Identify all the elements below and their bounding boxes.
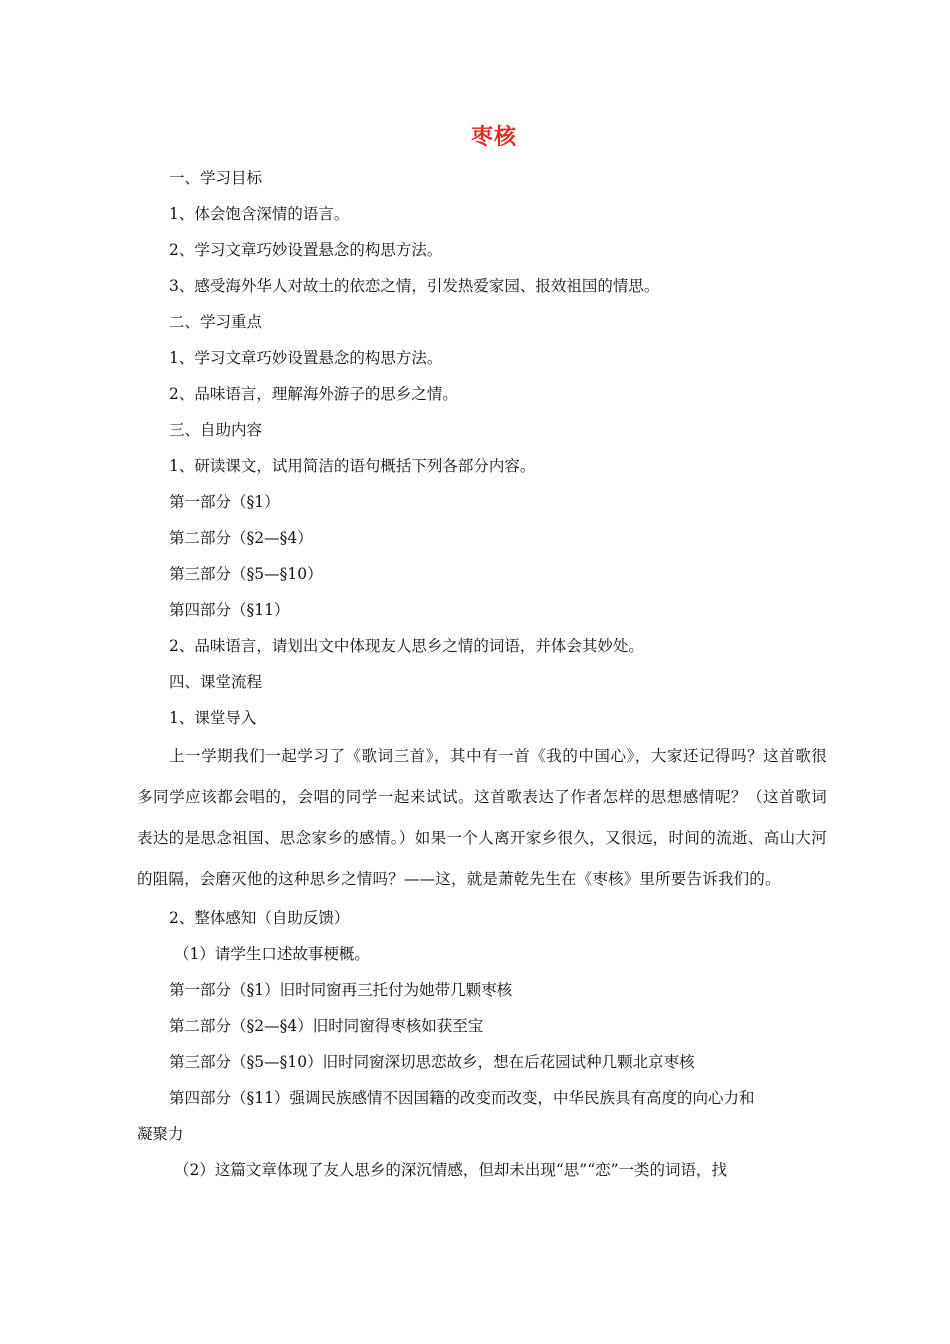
document-title: 枣核 [470, 124, 517, 150]
self-study-item-2: 2、品味语言，请划出文中体现友人思乡之情的词语，并体会其妙处。 [169, 637, 644, 655]
key-point-item-2: 2、品味语言，理解海外游子的思乡之情。 [169, 385, 458, 403]
answer-part-3: 第三部分（§5—§10）旧时同窗深切思恋故乡，想在后花园试种几颗北京枣核 [169, 1053, 695, 1071]
self-study-part-4: 第四部分（§11） [169, 601, 290, 619]
section-heading-objectives: 一、学习目标 [169, 169, 263, 187]
answer-part-4-line-2: 凝聚力 [137, 1125, 184, 1143]
question-1: （1）请学生口述故事梗概。 [174, 945, 370, 963]
section-heading-key-points: 二、学习重点 [169, 313, 263, 331]
section-heading-self-study: 三、自助内容 [169, 421, 263, 439]
objective-item-2: 2、学习文章巧妙设置悬念的构思方法。 [169, 241, 443, 259]
self-study-part-2: 第二部分（§2—§4） [169, 529, 313, 547]
answer-part-1: 第一部分（§1）旧时同窗再三托付为她带几颗枣核 [169, 981, 513, 999]
answer-part-4-line-1: 第四部分（§11）强调民族感情不因国籍的改变而改变，中华民族具有高度的向心力和 [169, 1089, 755, 1107]
section-heading-class-flow: 四、课堂流程 [169, 673, 263, 691]
self-study-part-3: 第三部分（§5—§10） [169, 565, 323, 583]
self-study-part-1: 第一部分（§1） [169, 493, 280, 511]
answer-part-2: 第二部分（§2—§4）旧时同窗得枣核如获至宝 [169, 1017, 484, 1035]
key-point-item-1: 1、学习文章巧妙设置悬念的构思方法。 [169, 349, 443, 367]
class-flow-sub-2: 2、整体感知（自助反馈） [169, 909, 350, 927]
self-study-item-1: 1、研读课文，试用简洁的语句概括下列各部分内容。 [169, 457, 536, 475]
objective-item-1: 1、体会饱含深情的语言。 [169, 205, 350, 223]
objective-item-3: 3、感受海外华人对故土的依恋之情，引发热爱家园、报效祖国的情思。 [169, 277, 660, 295]
document-body [137, 160, 827, 1188]
question-2: （2）这篇文章体现了友人思乡的深沉情感，但却未出现“思”“恋”一类的词语，找 [174, 1161, 728, 1179]
class-flow-sub-1: 1、课堂导入 [169, 709, 257, 727]
intro-paragraph: 上一学期我们一起学习了《歌词三首》，其中有一首《我的中国心》，大家还记得吗？这首歌很多同学应该都会唱的，会唱的同学一起来试试。这首歌表达了作者怎样的思想感情呢？（这首歌词表达的是思念祖国、思念家乡的感情。）如果一个人离开家乡很久，又很远，时间的流逝、高山大河的阻隔，会磨灭他的这种思乡之情吗？——这，就是萧乾先生在《枣核》里所要告诉我们的。 [137, 747, 827, 888]
